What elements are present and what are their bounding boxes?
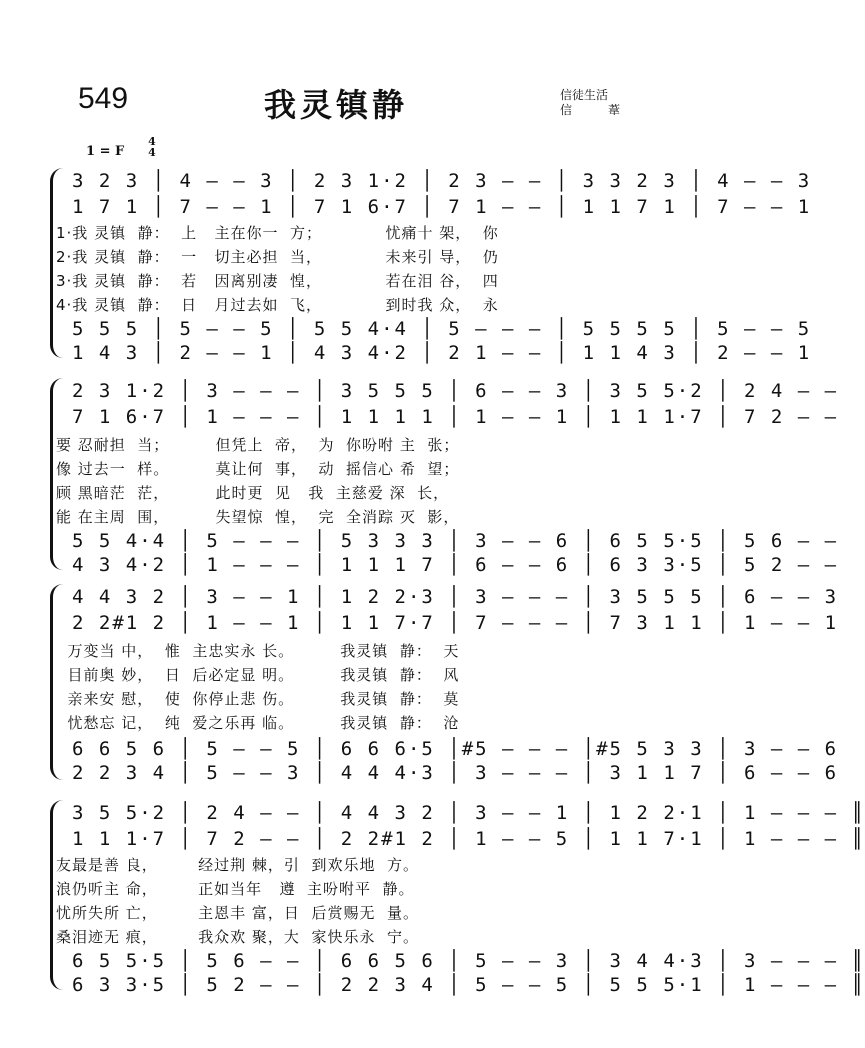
lyric-verse-1: 万变当 中， 惟 主忠实永 长。 我灵镇 静： 天 [56, 642, 460, 660]
time-signature [146, 136, 158, 158]
bass-line: 2 2 3 4 │ 5 — — 3 │ 4 4 4·3 │ 3 — — — │ 3 1 1 7 │ 6 — — 6 [72, 762, 839, 784]
source-category: 信徒生活 [560, 88, 609, 102]
soprano-line: 2 3 1·2 │ 3 — — — │ 3 5 5 5 │ 6 — — 3 │ 3 5 5·2 │ 2 4 — — [72, 380, 839, 402]
soprano-line: 4 4 3 2 │ 3 — — 1 │ 1 2 2·3 │ 3 — — — │ 3 5 5 5 │ 6 — — 3 [72, 586, 839, 608]
bass-line: 4 3 4·2 │ 1 — — — │ 1 1 1 7 │ 6 — — 6 │ 6 3 3·5 │ 5 2 — — [72, 554, 839, 576]
alto-line: 2 2#1 2 │ 1 — — 1 │ 1 1 7·7 │ 7 — — — │ 7 3 1 1 │ 1 — — 1 [72, 612, 839, 634]
lyric-verse-2: 像 过去一 样。 莫让何 事， 动 摇信心 希 望； [56, 460, 460, 478]
lyric-verse-4: 桑泪迹无 痕， 我众欢 聚，大 家快乐永 宁。 [56, 928, 419, 946]
lyric-verse-1: 要 忍耐担 当； 但凭上 帝， 为 你吩咐 主 张； [56, 436, 460, 454]
lyric-verse-2: 目前奥 妙， 日 后必定显 明。 我灵镇 静： 风 [56, 666, 460, 684]
lyric-verse-2: 2·我 灵镇 静： 一 切主必担 当， 未来引 导， 仍 [56, 248, 499, 266]
lyric-verse-1: 1·我 灵镇 静： 上 主在你一 方； 忧痛十 架， 你 [56, 224, 499, 242]
lyric-verse-4: 能 在主周 围， 失望惊 惶， 完 全消踪 灭 影， [56, 508, 460, 526]
key-signature: 1 = F [86, 144, 125, 159]
lyric-verse-3: 忧所失所 亡， 主恩丰 富，日 后赏赐无 量。 [56, 904, 419, 922]
hymn-number: 549 [78, 82, 129, 115]
tenor-line: 6 6 5 6 │ 5 — — 5 │ 6 6 6·5 │#5 — — — │#5 5 3 3 │ 3 — — 6 [72, 738, 839, 760]
time-signature-bottom: 4 [148, 146, 156, 159]
hymn-source [560, 88, 632, 118]
lyric-verse-3: 顾 黑暗茫 茫， 此时更 见 我 主慈爱 深 长， [56, 484, 450, 502]
lyric-verse-3: 3·我 灵镇 静： 若 因离别凄 惶， 若在泪 谷， 四 [56, 272, 499, 290]
hymn-title: 我灵镇静 [264, 86, 409, 124]
tenor-line: 5 5 4·4 │ 5 — — — │ 5 3 3 3 │ 3 — — 6 │ 6 5 5·5 │ 5 6 — — [72, 530, 839, 552]
alto-line: 1 1 1·7 │ 7 2 — — │ 2 2#1 2 │ 1 — — 5 │ 1 1 7·1 │ 1 — — — ║ [72, 828, 865, 850]
lyric-verse-3: 亲来安 慰， 使 你停止悲 伤。 我灵镇 静： 莫 [56, 690, 460, 708]
time-signature-top: 4 [148, 135, 156, 148]
bass-line: 1 4 3 │ 2 — — 1 │ 4 3 4·2 │ 2 1 — — │ 1 1 4 3 │ 2 — — 1 [72, 342, 812, 364]
alto-line: 1 7 1 │ 7 — — 1 │ 7 1 6·7 │ 7 1 — — │ 1 1 7 1 │ 7 — — 1 [72, 196, 812, 218]
alto-line: 7 1 6·7 │ 1 — — — │ 1 1 1 1 │ 1 — — 1 │ 1 1 1·7 │ 7 2 — — [72, 406, 839, 428]
lyric-verse-4: 4·我 灵镇 静： 日 月过去如 飞， 到时我 众， 永 [56, 296, 499, 314]
lyric-verse-1: 友最是善 良， 经过荆 棘，引 到欢乐地 方。 [56, 856, 419, 874]
lyric-verse-2: 浪仍听主 命， 正如当年 遵 主吩咐平 静。 [56, 880, 415, 898]
tenor-line: 5 5 5 │ 5 — — 5 │ 5 5 4·4 │ 5 — — — │ 5 5 5 5 │ 5 — — 5 [72, 318, 812, 340]
source-author: 信 葦 [560, 103, 633, 117]
lyric-verse-4: 忧愁忘 记， 纯 爱之乐再 临。 我灵镇 静： 沧 [56, 714, 460, 732]
soprano-line: 3 2 3 │ 4 — — 3 │ 2 3 1·2 │ 2 3 — — │ 3 3 2 3 │ 4 — — 3 [72, 170, 812, 192]
soprano-line: 3 5 5·2 │ 2 4 — — │ 4 4 3 2 │ 3 — — 1 │ 1 2 2·1 │ 1 — — — ║ [72, 802, 865, 824]
bass-line: 6 3 3·5 │ 5 2 — — │ 2 2 3 4 │ 5 — — 5 │ 5 5 5·1 │ 1 — — — ║ [72, 974, 865, 996]
tenor-line: 6 5 5·5 │ 5 6 — — │ 6 6 5 6 │ 5 — — 3 │ 3 4 4·3 │ 3 — — — ║ [72, 950, 865, 972]
